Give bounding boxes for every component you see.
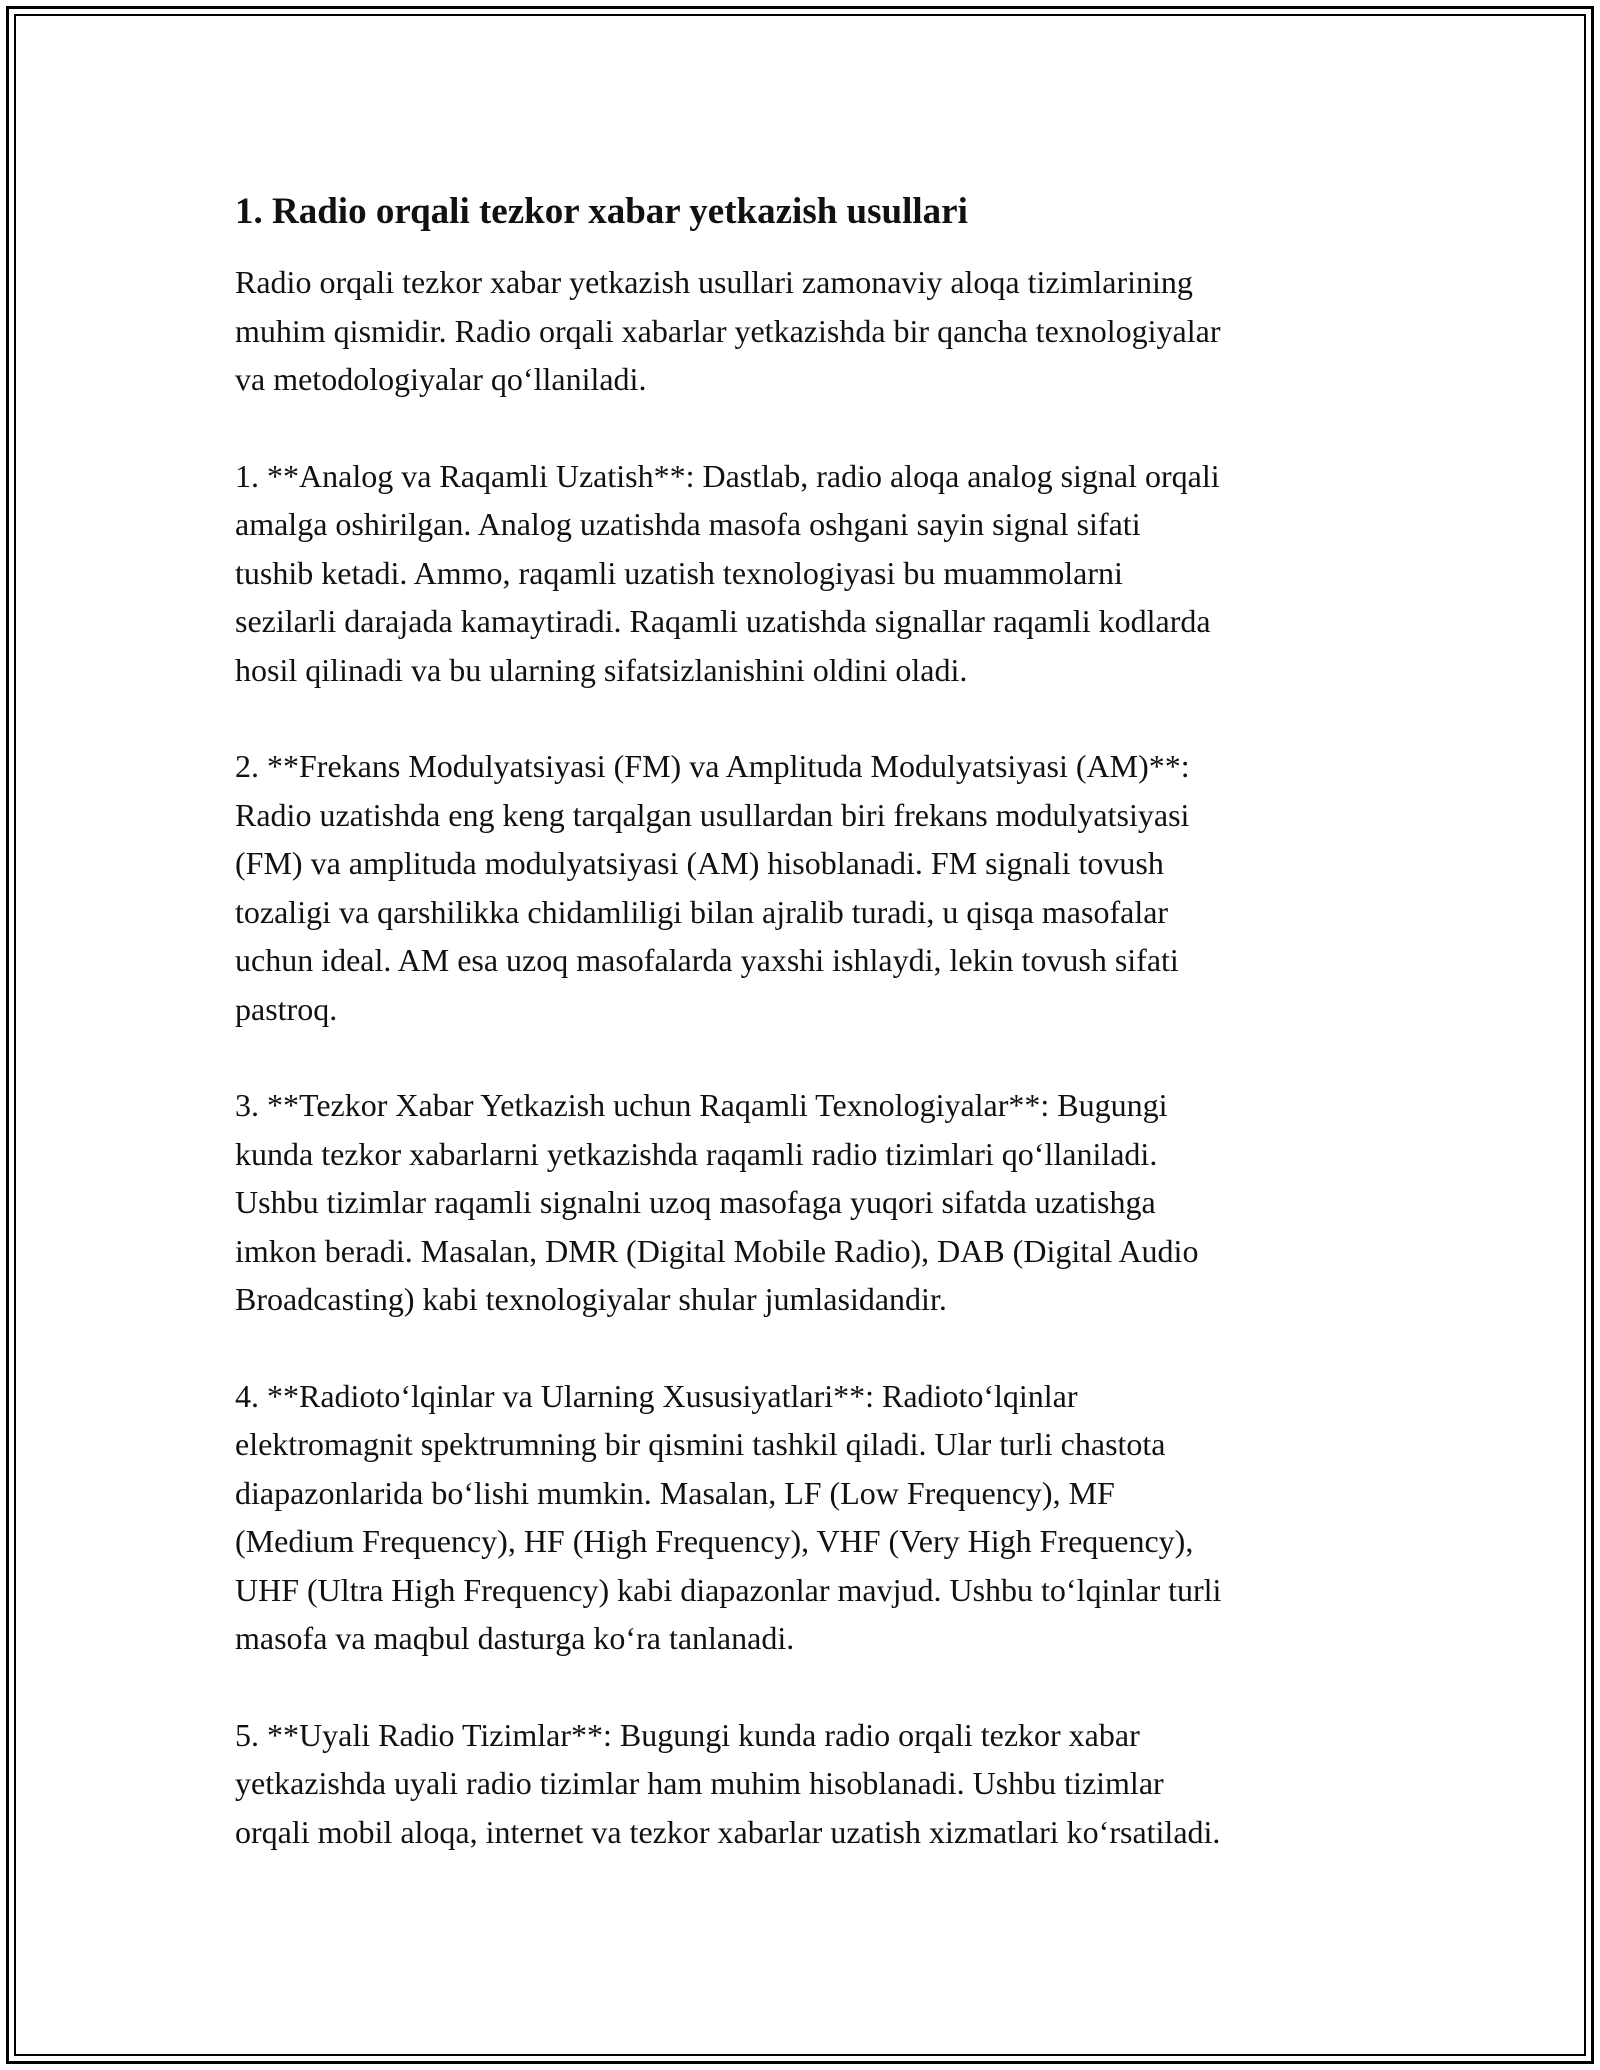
text-line: muhim qismidir. Radio orqali xabarlar yetkazishda bir qancha texnologiyalar xyxy=(235,312,1221,349)
paragraph-radio-waves xyxy=(235,1372,1385,1663)
text-line: imkon beradi. Masalan, DMR (Digital Mobile Radio), DAB (Digital Audio xyxy=(235,1232,1199,1269)
text-line: (FM) va amplituda modulyatsiyasi (AM) hisoblanadi. FM signali tovush xyxy=(235,845,1164,881)
text-line: Ushbu tizimlar raqamli signalni uzoq masofaga yuqori sifatda uzatishga xyxy=(235,1184,1156,1220)
text-line: 2. **Frekans Modulyatsiyasi (FM) va Amplituda Modulyatsiyasi (AM)**: xyxy=(235,748,1190,784)
text-line: 4. **Radioto‘lqinlar va Ularning Xususiyatlari**: Radioto‘lqinlar xyxy=(235,1377,1078,1414)
paragraph-analog-digital xyxy=(235,452,1385,695)
text-line: masofa va maqbul dasturga ko‘ra tanlanadi. xyxy=(235,1620,795,1656)
text-line: va metodologiyalar qo‘llaniladi. xyxy=(235,361,647,397)
text-line: sezilarli darajada kamaytiradi. Raqamli uzatishda signallar raqamli kodlarda xyxy=(235,603,1211,639)
text-line: hosil qilinadi va bu ularning sifatsizlanishini oldini oladi. xyxy=(235,651,968,688)
text-line: Radio uzatishda eng keng tarqalgan usullardan biri frekans modulyatsiyasi xyxy=(235,796,1190,833)
text-line: Radio orqali tezkor xabar yetkazish usullari zamonaviy aloqa tizimlarining xyxy=(235,264,1193,300)
text-line: (Medium Frequency), HF (High Frequency), VHF (Very High Frequency), xyxy=(235,1523,1194,1559)
text-line: tozaligi va qarshilikka chidamliligi bilan ajralib turadi, u qisqa masofalar xyxy=(235,893,1169,930)
text-line: kunda tezkor xabarlarni yetkazishda raqamli radio tizimlari qo‘llaniladi. xyxy=(235,1135,1158,1172)
text-line: Broadcasting) kabi texnologiyalar shular jumlasidandir. xyxy=(235,1281,947,1317)
paragraph-intro xyxy=(235,258,1385,404)
text-line: amalga oshirilgan. Analog uzatishda masofa oshgani sayin signal sifati xyxy=(235,506,1141,542)
text-line: uchun ideal. AM esa uzoq masofalarda yaxshi ishlaydi, lekin tovush sifati xyxy=(235,942,1179,978)
document-body xyxy=(235,188,1385,1904)
text-line: 1. **Analog va Raqamli Uzatish**: Dastlab, radio aloqa analog signal orqali xyxy=(235,457,1220,494)
text-line: diapazonlarida bo‘lishi mumkin. Masalan, LF (Low Frequency), MF xyxy=(235,1474,1115,1511)
text-line: UHF (Ultra High Frequency) kabi diapazonlar mavjud. Ushbu to‘lqinlar turli xyxy=(235,1571,1222,1608)
text-line: 3. **Tezkor Xabar Yetkazish uchun Raqamli Texnologiyalar**: Bugungi xyxy=(235,1087,1168,1123)
paragraph-digital-technologies xyxy=(235,1081,1385,1324)
text-line: yetkazishda uyali radio tizimlar ham muhim hisoblanadi. Ushbu tizimlar xyxy=(235,1765,1164,1801)
paragraph-cellular-radio xyxy=(235,1711,1385,1857)
text-line: pastroq. xyxy=(235,990,338,1027)
text-line: 5. **Uyali Radio Tizimlar**: Bugungi kunda radio orqali tezkor xabar xyxy=(235,1716,1140,1753)
text-line: orqali mobil aloqa, internet va tezkor xabarlar uzatish xizmatlari ko‘rsatiladi. xyxy=(235,1813,1221,1850)
text-line: elektromagnit spektrumning bir qismini tashkil qiladi. Ular turli chastota xyxy=(235,1426,1166,1462)
document-title: 1. Radio orqali tezkor xabar yetkazish usullari xyxy=(235,191,968,232)
text-line: tushib ketadi. Ammo, raqamli uzatish texnologiyasi bu muammolarni xyxy=(235,554,1123,591)
paragraph-fm-am xyxy=(235,742,1385,1033)
